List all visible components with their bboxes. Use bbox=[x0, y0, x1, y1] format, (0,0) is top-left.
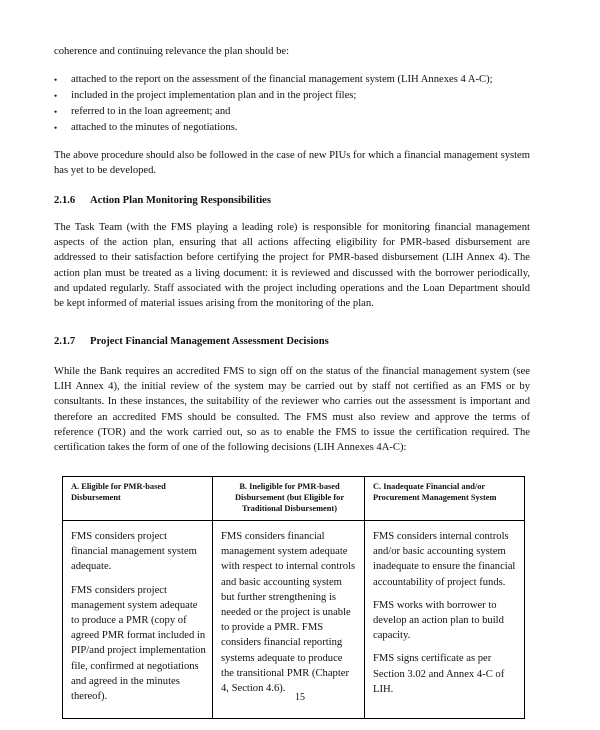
table-row bbox=[63, 521, 525, 719]
header-eligible: A. Eligible for PMR-based Disbursement bbox=[63, 477, 213, 521]
procedure-paragraph: The above procedure should also be followed in the case of new PIUs for which a financial management system has yet to be developed. bbox=[54, 150, 530, 177]
table-cell-eligible: FMS considers project financial management system adequate. FMS considers project management system adequate to produce a PMR (copy of agreed PMR format included in PIP/and project implementation file, confirmed at negotiations and agreed in the minutes thereof). bbox=[63, 521, 213, 719]
intro-text bbox=[54, 44, 530, 59]
table-cell-inadequate: FMS considers internal controls and/or basic accounting system inadequate to ensure the financial accountability of project funds. FMS works with borrower to develop an action plan to build capacity. FMS signs certificate as per Section 3.02 and Annex 4-C of LIH. bbox=[365, 521, 525, 719]
bullet-icon: • bbox=[54, 123, 58, 133]
section-2-1-6-body bbox=[54, 220, 530, 311]
decisions-table bbox=[62, 476, 525, 719]
section-title: Action Plan Monitoring Responsibilities bbox=[90, 195, 271, 206]
header-ineligible: B. Ineligible for PMR-based Disbursement (but Eligible for Traditional Disbursement) bbox=[213, 477, 365, 521]
list-item: • referred to in the loan agreement; and bbox=[54, 104, 530, 120]
bullet-icon: • bbox=[54, 91, 58, 101]
table-header-row bbox=[63, 477, 525, 521]
section-heading-2-1-6 bbox=[54, 193, 530, 208]
intro-paragraph: coherence and continuing relevance the plan should be: bbox=[54, 46, 290, 57]
header-inadequate: C. Inadequate Financial and/or Procurement Management System bbox=[365, 477, 525, 521]
table-cell-ineligible: FMS considers financial management system adequate with respect to internal controls and basic accounting system but further strengthening is needed or the project is unable to provide a PMR. FMS considers financial reporting systems adequate to produce the transitional PMR (Chapter 4, Section 4.6). bbox=[213, 521, 365, 719]
section-title: Project Financial Management Assessment Decisions bbox=[90, 336, 329, 347]
list-item: • included in the project implementation plan and in the project files; bbox=[54, 88, 530, 104]
bullet-icon: • bbox=[54, 107, 58, 117]
section-2-1-7-body bbox=[54, 364, 530, 455]
list-item: • attached to the report on the assessment of the financial management system (LIH Annexes 4 A-C); bbox=[54, 72, 530, 88]
list-item: • attached to the minutes of negotiations. bbox=[54, 120, 530, 136]
section-heading-2-1-7 bbox=[54, 334, 530, 349]
section-number: 2.1.7 bbox=[54, 336, 76, 347]
bullet-icon: • bbox=[54, 75, 58, 85]
section-paragraph: While the Bank requires an accredited FMS to sign off on the status of the financial management system (see LIH Annex 4), the initial review of the system may be carried out by staff not certified as an FMS or by consultants. In these instances, the suitability of the reviewer who carries out the assessment is important and therefore an accredited FMS should be consulted. The FMS must also review and approve the terms of reference (TOR) and the work carried out, so as to enable the FMS to issue the certification required. The certification takes the form of one of the following decisions (LIH Annexes 4A-C): bbox=[54, 366, 530, 454]
section-paragraph: The Task Team (with the FMS playing a leading role) is responsible for monitoring financial management aspects of the action plan, ensuring that all actions affecting eligibility for PMR-based disbursement are addressed to their satisfaction before certifying the project for PMR-based disbursement (LIH Annex 4). The action plan must be treated as a living document: it is reviewed and discussed with the borrower periodically, and updated regularly. Staff associated with the project including operations and the Loan Department should be kept informed of material issues arising from the monitoring of the plan. bbox=[54, 222, 530, 310]
bullet-list bbox=[54, 72, 530, 136]
section-number: 2.1.6 bbox=[54, 195, 76, 206]
page-number: 15 bbox=[295, 692, 305, 703]
procedure-paragraph-block bbox=[54, 148, 530, 178]
